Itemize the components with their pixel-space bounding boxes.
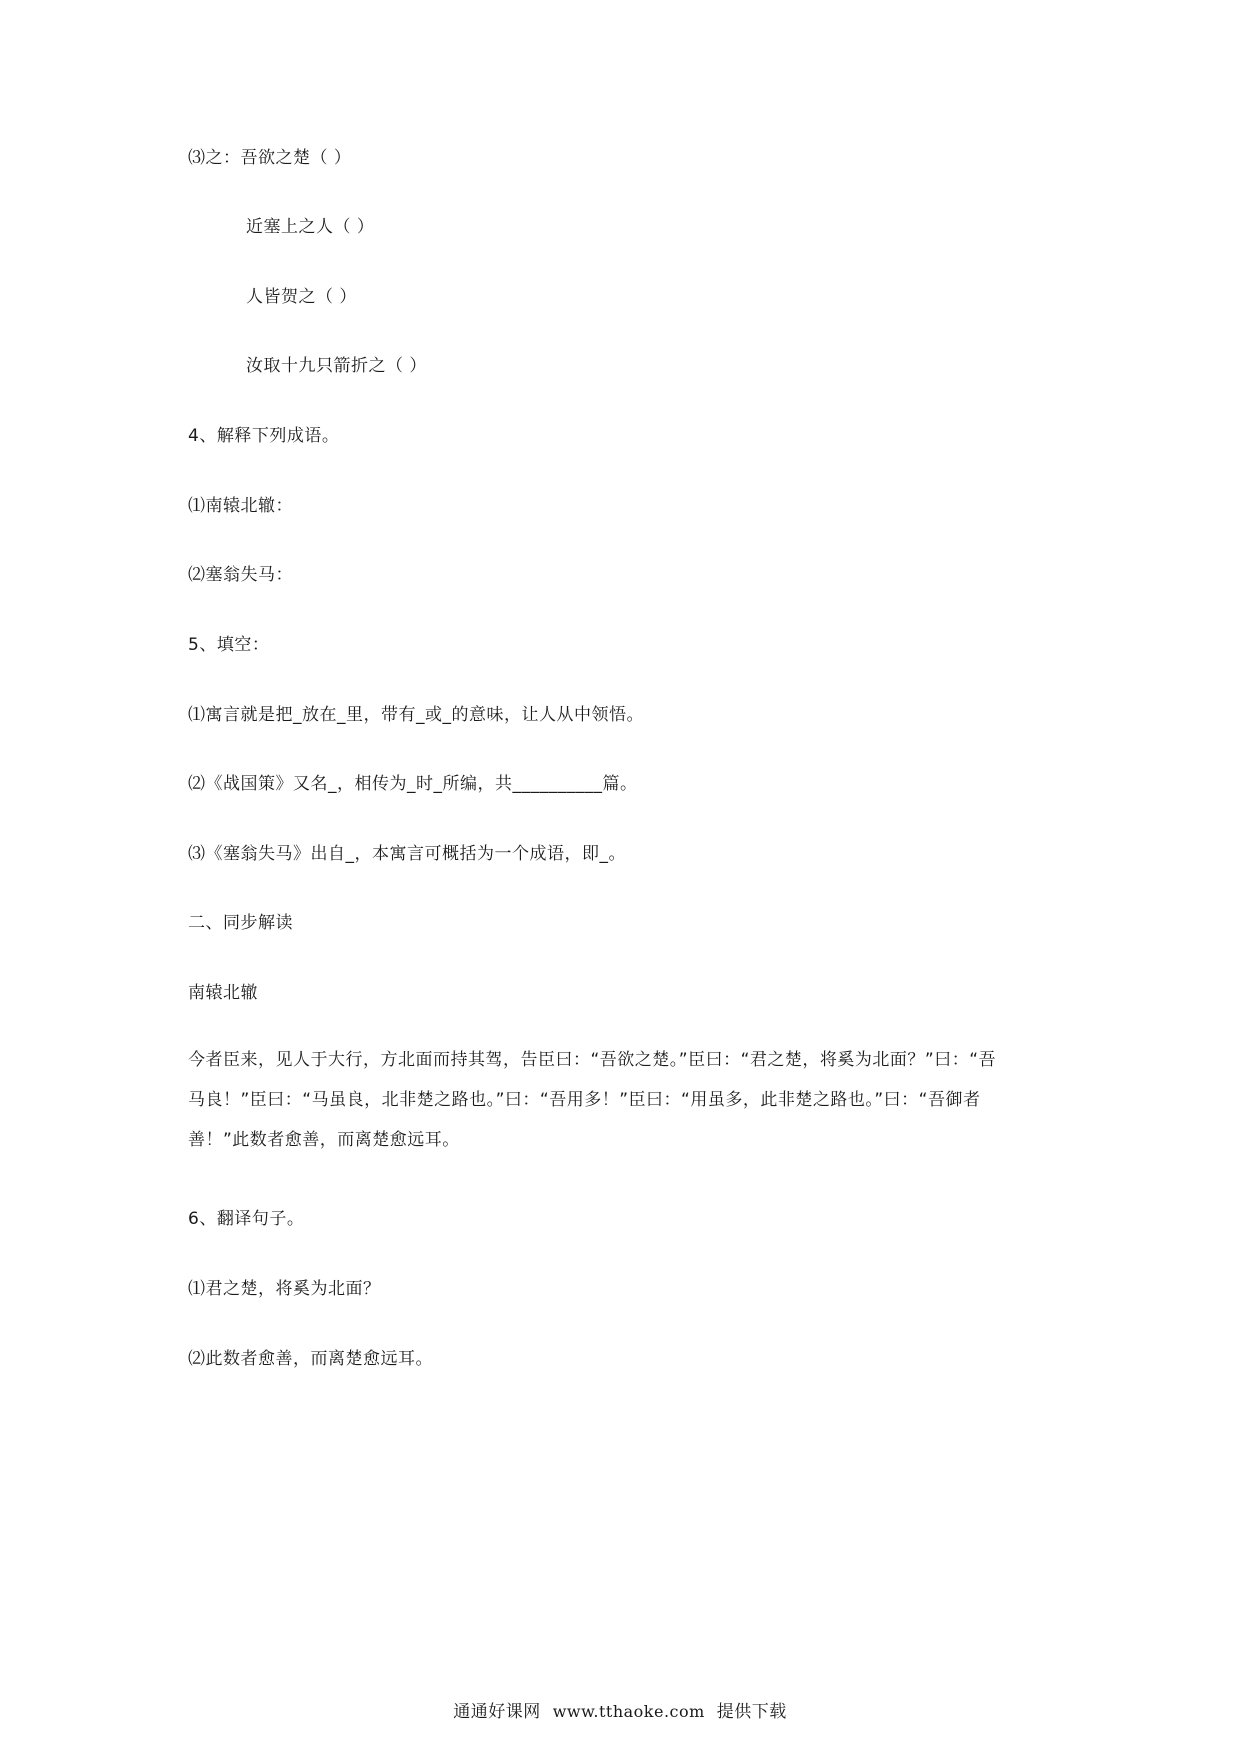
question-3-3-item-2: 近塞上之人（ ） xyxy=(246,217,375,237)
question-4-heading: 4、解释下列成语。 xyxy=(188,426,340,446)
question-6-heading: 6、翻译句子。 xyxy=(188,1209,305,1229)
question-4-item-1: ⑴南辕北辙： xyxy=(188,496,293,516)
passage-title: 南辕北辙 xyxy=(188,983,258,1003)
passage-line-1: 今者臣来，见人于大行，方北面而持其驾，告臣曰：“吾欲之楚。”臣曰：“君之楚，将奚为北面？”曰：“吾 xyxy=(188,1050,997,1070)
passage-line-2: 马良！”臣曰：“马虽良，北非楚之路也。”曰：“吾用多！”臣曰：“用虽多，此非楚之路也。”曰：“吾御者 xyxy=(188,1090,981,1110)
section-2-heading: 二、同步解读 xyxy=(188,913,293,933)
footer-site-name: 通通好课网 xyxy=(453,1702,541,1722)
question-6-item-2: ⑵此数者愈善，而离楚愈远耳。 xyxy=(188,1349,433,1369)
question-5-item-3: ⑶《塞翁失马》出自_，本寓言可概括为一个成语，即_。 xyxy=(188,844,626,864)
passage-paragraph xyxy=(188,1040,1068,1160)
footer-download-text: 提供下载 xyxy=(716,1702,787,1722)
question-4-item-2: ⑵塞翁失马： xyxy=(188,565,293,585)
question-5-heading: 5、填空： xyxy=(188,635,270,655)
question-5-item-2: ⑵《战国策》又名_，相传为_时_所编，共__________篇。 xyxy=(188,774,638,794)
page-footer xyxy=(0,1700,1240,1724)
question-3-3-line: ⑶之：吾欲之楚（ ） xyxy=(188,148,352,168)
footer-url: www.tthaoke.com xyxy=(552,1702,705,1721)
question-3-3-item-3: 人皆贺之（ ） xyxy=(246,287,357,307)
question-6-item-1: ⑴君之楚，将奚为北面？ xyxy=(188,1279,381,1299)
question-5-item-1: ⑴寓言就是把_放在_里，带有_或_的意味，让人从中领悟。 xyxy=(188,705,644,725)
passage-line-3: 善！”此数者愈善，而离楚愈远耳。 xyxy=(188,1130,460,1150)
question-3-3-item-4: 汝取十九只箭折之（ ） xyxy=(246,356,427,376)
